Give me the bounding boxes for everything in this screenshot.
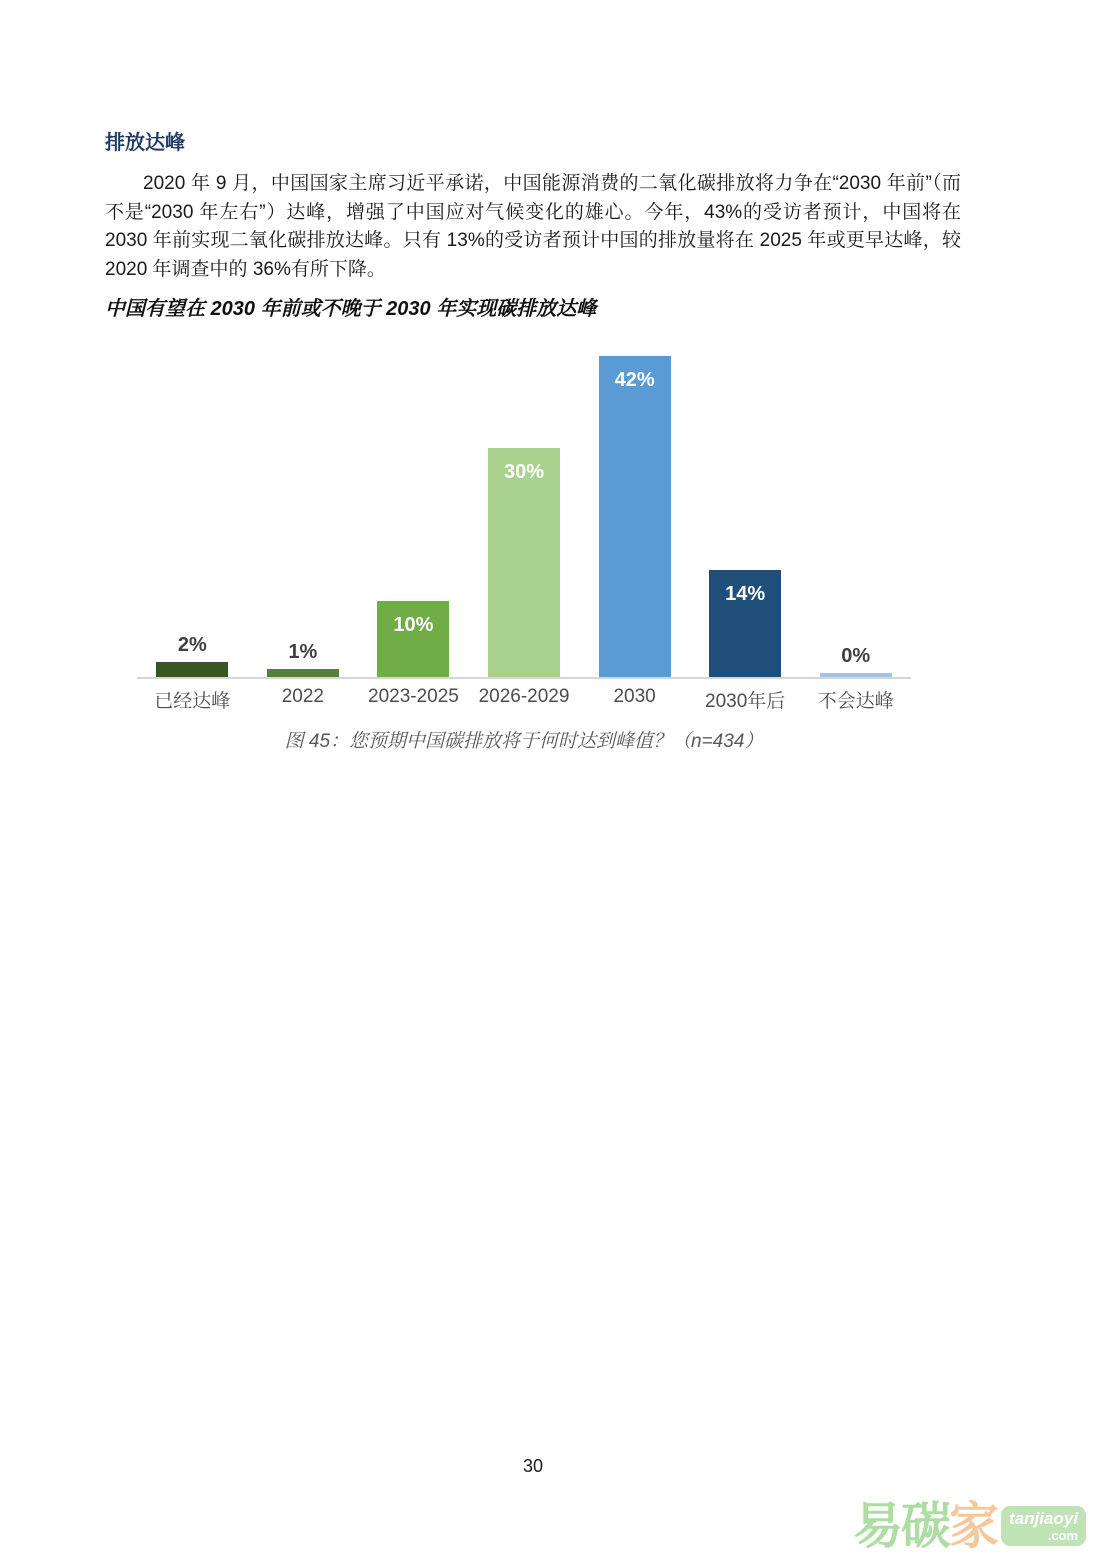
x-axis-label: 已经达峰 (154, 691, 231, 712)
bar-slot (358, 350, 469, 677)
x-axis-label: 2030 (613, 686, 656, 707)
chart-plot-area (137, 350, 911, 677)
chart-title: 中国有望在 2030 年前或不晚于 2030 年实现碳排放达峰 (105, 298, 597, 320)
bar-slot (579, 350, 690, 677)
bar-value-label: 2% (177, 634, 207, 656)
bar (377, 601, 449, 677)
watermark-orange-char: 家 (949, 1498, 998, 1554)
site-watermark-logo (853, 1498, 1086, 1554)
x-axis-label: 2023-2025 (368, 686, 459, 707)
section-heading: 排放达峰 (105, 132, 185, 154)
bar-slot (469, 350, 580, 677)
bar-value-label: 1% (288, 641, 318, 663)
bar (267, 669, 339, 677)
watermark-badge-line2: .com (1047, 1527, 1078, 1543)
bar-value-label: 0% (841, 645, 871, 667)
bar-slot (248, 350, 359, 677)
x-axis-label: 不会达峰 (817, 691, 894, 712)
bar-chart (137, 350, 911, 713)
watermark-badge (1001, 1506, 1086, 1546)
x-axis-label: 2022 (281, 686, 324, 707)
body-paragraph: 2020 年 9 月，中国国家主席习近平承诺，中国能源消费的二氧化碳排放将力争在“2030 年前”（而不是“2030 年左右”）达峰，增强了中国应对气候变化的雄心。今年，43%的受访者预计，中国将在 2030 年前实现二氧化碳排放达峰。只有 13%的受访者预计中国的排放量将在 2025 年或更早达峰，较 2020 年调查中的 36%有所下降。 (105, 173, 961, 280)
bar (156, 662, 228, 677)
page-number: 30 (522, 1456, 544, 1476)
x-axis-labels (137, 686, 911, 713)
bar (820, 673, 892, 677)
bar-value-label: 10% (393, 614, 434, 636)
bar-value-label: 14% (725, 583, 766, 605)
bar-slot (137, 350, 248, 677)
figure-caption: 图 45：您预期中国碳排放将于何时达到峰值？（n=434） (284, 731, 764, 752)
bar-value-label: 30% (504, 461, 545, 483)
watermark-green-chars: 易碳 (853, 1498, 950, 1554)
x-axis-label: 2030年后 (705, 691, 786, 712)
x-axis-line (137, 677, 911, 679)
bar-slot (690, 350, 801, 677)
x-axis-label: 2026-2029 (478, 686, 570, 707)
watermark-badge-line1: tanjiaoyi (1009, 1509, 1078, 1528)
bar (599, 356, 671, 677)
bar-value-label: 42% (614, 369, 655, 391)
bar-slot (800, 350, 911, 677)
